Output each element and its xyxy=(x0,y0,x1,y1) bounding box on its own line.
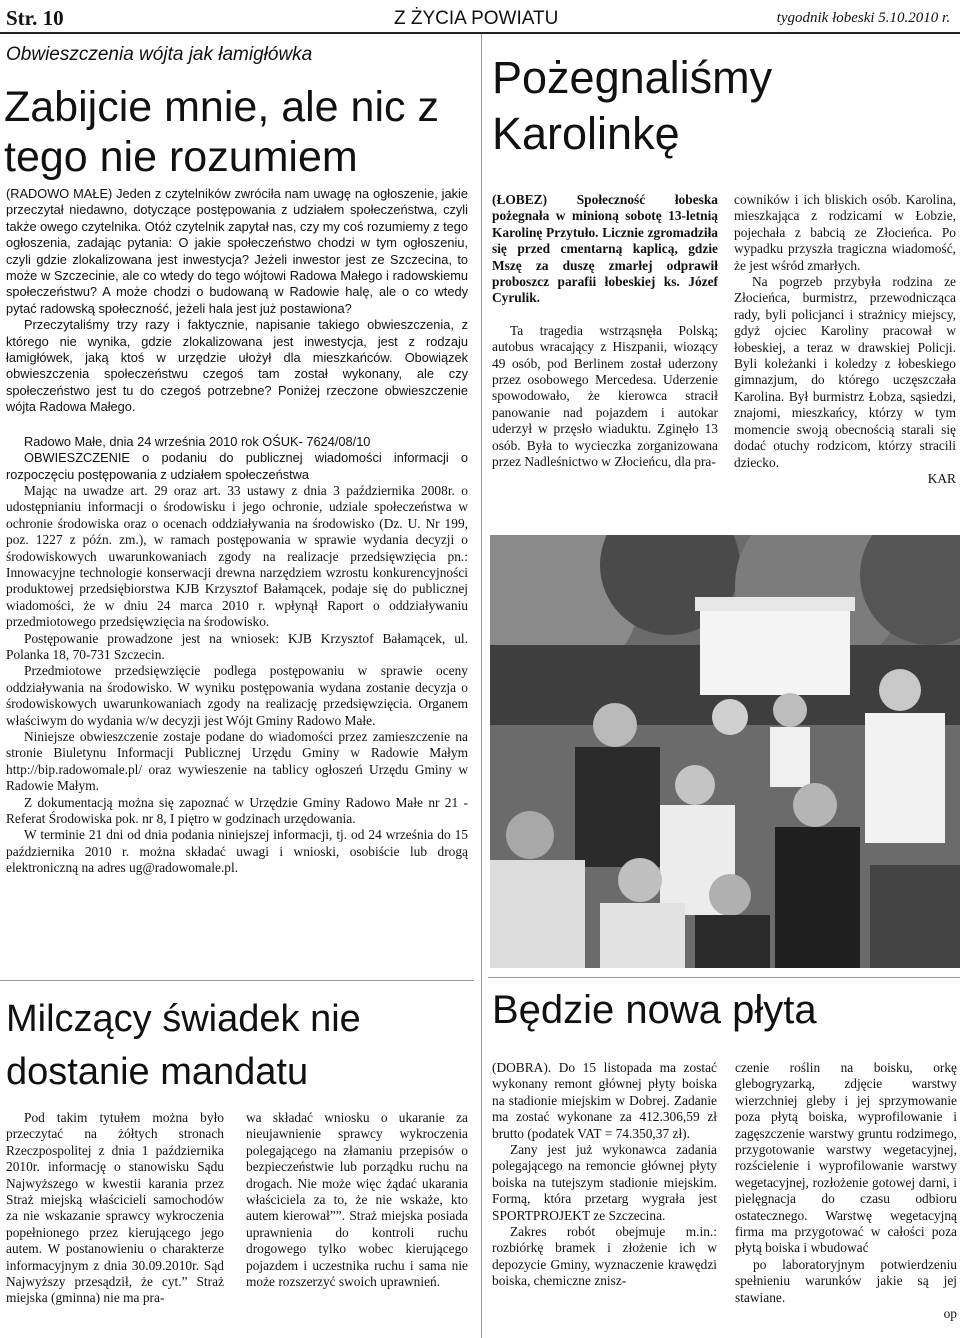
article1-title: Zabijcie mnie, ale nic z tego nie rozumiem xyxy=(4,83,439,181)
notice-paragraph: Przedmiotowe przedsięwzięcie podlega postępowaniu w sprawie oceny oddziaływania na środowisko. W wyniku postępowania wydana zostanie decyzja o środowiskowych uwarunkowaniach zgody na realizację przedsięwzięcia. Organem właściwym do wydania w/w decyzji jest Wójt Gminy Radowo Małe. xyxy=(6,663,468,728)
article2-col2 xyxy=(734,192,956,487)
article3-title: Milczący świadek nie dostanie mandatu xyxy=(6,998,361,1093)
article4-col1 xyxy=(492,1060,717,1290)
page-number: Str. 10 xyxy=(6,6,64,30)
notice-paragraph: Niniejsze obwieszczenie zostaje podane do wiadomości przez zamieszczenie na stronie Biuletynu Informacji Publicznej Urzędu Gminy w Radowie Małym http://bip.radowomale.pl/ oraz wywieszenie na tablicy ogłoszeń Urzędu Gminy w Radowie Małym. xyxy=(6,729,468,794)
article4-paragraph: (DOBRA). Do 15 listopada ma zostać wykonany remont głównej płyty boiska na stadionie miejskim w Dobrej. Zadanie ma zostać wykonane za 412.306,59 zł brutto (podatek VAT = 74.350,37 zł). xyxy=(492,1060,717,1141)
article4-signature: op xyxy=(943,1306,957,1322)
column-divider xyxy=(481,34,482,1338)
article4-paragraph: czenie roślin na boisku, orkę glebogryzarką, zdjęcie warstwy wierzchniej gleby i jej sprzymowanie poza płytą boiska, wyprofilowanie i zagęszczenie warstwy gruntu rodzimego, przygotowanie warstwy wegetacyjnej, rozścielenie i wyprofilowanie warstwy wegetacyjnej, rozłożenie gotowej darni, i pielęgnacja do czasu odbioru ostatecznego. Warstwę wegetacyjną firma ma przygotować w całości poza płytą boiska i wbudować xyxy=(735,1060,957,1256)
funeral-photo-drawing xyxy=(490,535,960,968)
article3-col1 xyxy=(6,1110,224,1307)
article4-col2 xyxy=(735,1060,957,1323)
article2-signature: KAR xyxy=(927,470,956,486)
article2-col1 xyxy=(492,192,718,471)
article3-paragraph: Pod takim tytułem można było przeczytać na żółtych stronach Rzeczpospolitej z dnia 1 października 2010r. informację o stanowisku Sądu Najwyższego w kwestii karania przez Straż miejską właścicieli samochodów za nie wskazanie sprawcy wykroczenia popełnionego przez kierującego jego autem. W postanowieniu o charakterze informacyjnym z dnia 30.09.2010r. Sąd Najwyższy przesądził, że cyt.” Straż miejska (gminna) nie ma pra- xyxy=(6,1110,224,1306)
article2-paragraph: cowników i ich bliskich osób. Karolina, mieszkająca z rodzicami w Łobzie, pojechała z babcią ze Złocieńca. Po wypadku przyszła tragiczna wiadomość, że jest wśród zmarłych. xyxy=(734,192,956,273)
article1-paragraph: (RADOWO MAŁE) Jeden z czytelników zwróciła nam uwagę na ogłoszenie, jakie przeczytał niedawno, dotyczące postępowania z udziałem społeczeństwa, czyli także owego czytelnika. Otóż czytelnik zapytał nas, czy my coś rozumiemy z tego ogłoszenia, zadając pytania: O jakie społeczeństwo chodzi w tym ogłoszeniu, czyli gdzie zlokalizowana jest inwestycja? Jeżeli inwestor jest ze Szczecina, to może w Szczecinie, ale co wtedy do tego wójtowi Radowa Małego i radowskiemu społeczeństwu? A może chodzi o budowaną w Radowie halę, ale o co wtedy pytać radowską społeczność, jeżeli hala jest już postawiona? xyxy=(6,186,468,316)
article2-paragraph: Na pogrzeb przybyła rodzina ze Złocieńca, burmistrz, przewodnicząca rady, byli policjanci i strażnicy miejscy, gdyż ojciec Karoliny pracował w łobeskiej, a teraz w drawskiej Policji. Byli koleżanki i koledzy z łobeskiego gimnazjum, do którego uczęszczała Karolina. Był burmistrz Łobza, sąsiedzi, znajomi, mieszkańcy, którzy w tym momencie swoją obecnością starali się dodać otuchy rodzicom, którzy stracili dziecko. xyxy=(734,274,956,470)
article2-title: Pożegnaliśmy Karolinkę xyxy=(492,52,773,159)
notice-date-line: Radowo Małe, dnia 24 września 2010 rok OŚUK- 7624/08/10 xyxy=(24,433,371,449)
article4-paragraph: po laboratoryjnym potwierdzeniu spełnieniu warunków jakie są jej stawiane. xyxy=(735,1256,957,1305)
funeral-photo xyxy=(490,535,960,968)
article4-paragraph: Zany jest już wykonawca zadania polegającego na remoncie głównej płyty boiska na tutejszym stadionie miejskim. Formą, która przetarg wygrała jest SPORTPROJEKT ze Szczecina. xyxy=(492,1142,717,1223)
article4-paragraph: Zakres robót obejmuje m.in.: rozbiórkę bramek i złożenie ich w depozycie Gminy, wyznaczenie krawędzi boiska, chemiczne znisz- xyxy=(492,1224,717,1289)
article4-title: Będzie nowa płyta xyxy=(492,988,817,1032)
article2-paragraph: Ta tragedia wstrząsnęła Polską; autobus wracający z Hiszpanii, wiozący 49 osób, pod Berlinem został uderzony przez osobowego Mercedesa. Uderzenie spowodowało, że kierowca stracił panowanie nad pojazdem i autokar uderzył w przęsło wiaduktu. Zginęło 13 osób. Była to wycieczka zorganizowana przez Nadleśnictwo w Złocieńcu, dla pra- xyxy=(492,322,718,470)
article3-col2 xyxy=(246,1110,468,1290)
notice-paragraph: W terminie 21 dni od dnia podania niniejszej informacji, tj. od 24 września do 15 października 2010 r. można składać uwagi i wnioski, osobiście lub drogą elektroniczną na adres ug@radowomale.pl. xyxy=(6,827,468,876)
page-header xyxy=(0,0,960,34)
article1-kicker: Obwieszczenia wójta jak łamigłówka xyxy=(6,44,313,65)
notice-paragraph: Postępowanie prowadzone jest na wniosek: KJB Krzysztof Bałamącek, ul. Polanka 18, 70-731 Szczecin. xyxy=(6,630,468,662)
section-divider-right xyxy=(488,977,960,978)
issue-date: tygodnik łobeski 5.10.2010 r. xyxy=(776,10,950,26)
section-name: Z ŻYCIA POWIATU xyxy=(394,8,559,29)
article2-lead: (ŁOBEZ) Społeczność łobeska pożegnała w minioną sobotę 13-letnią Karolinę Przytuło. Licznie zgromadziła się przed cmentarną kaplicą, gdzie Mszę za duszę zmarłej odprawił proboszcz parafii łobeskiej ks. Józef Cyrulik. xyxy=(492,192,718,306)
notice-title: OBWIESZCZENIE o podaniu do publicznej wiadomości informacji o rozpoczęciu postępowania z udziałem społeczeństwa xyxy=(6,450,468,482)
article3-paragraph: wa składać wniosku o ukaranie za nieujawnienie sprawcy wykroczenia polegającego na złamaniu przepisów o bezpieczeństwie lub porządku ruchu na drogach. Nie może więc żądać ukarania właściciela za to, że nie wskaże, kto autem kierował””. Straż miejska posiada uprawnienia do kontroli ruchu drogowego tylko wobec kierującego pojazdem i uczestnika ruchu i sama nie może rozszerzyć swoich uprawnień. xyxy=(246,1110,468,1290)
notice-paragraph: Mając na uwadze art. 29 oraz art. 33 ustawy z dnia 3 października 2008r. o udostępnianiu informacji o środowisku i jego ochronie, udziale społeczeństwa w ochronie środowiska oraz o ocenach oddziaływania na środowisko (Dz. U. Nr 199, poz. 1227 z późn. zm.), w ramach postępowania w sprawie wydania decyzji o środowiskowych uwarunkowaniach zgody na realizacje przedsięwzięcia pn.: Innowacyjne technologie konserwacji drewna narzędziem wzrostu konkurencyjności produktowej przedsiębiorstwa KJB Krzysztof Bałamącek, podaje się do publicznej wiadomości, że w dniu 24 marca 2010 r. wpłynął Raport o oddziaływaniu przedmiotowego przedsięwzięcia na środowisko. xyxy=(6,482,468,630)
section-divider-left xyxy=(0,980,474,981)
notice-paragraph: Z dokumentacją można się zapoznać w Urzędzie Gminy Radowo Małe nr 21 - Referat Środowiska pok. nr 8, I piętro w godzinach urzędowania. xyxy=(6,794,468,827)
article1-paragraph: Przeczytaliśmy trzy razy i faktycznie, napisanie takiego obwieszczenia, z którego nie wynika, gdzie zlokalizowana jest inwestycja, jest z rodzaju łamigłówek, jaką ktoś w urzędzie ułożył dla mieszkańców. Obowiązek obwieszczenia społeczeństwu czegoś tam został wykonany, ale czy społeczeństwo jest tu do czegoś potrzebne? Poniżej rzeczone obwieszczenie wójta Radowa Małego. xyxy=(6,317,468,415)
article1-body xyxy=(6,186,468,877)
